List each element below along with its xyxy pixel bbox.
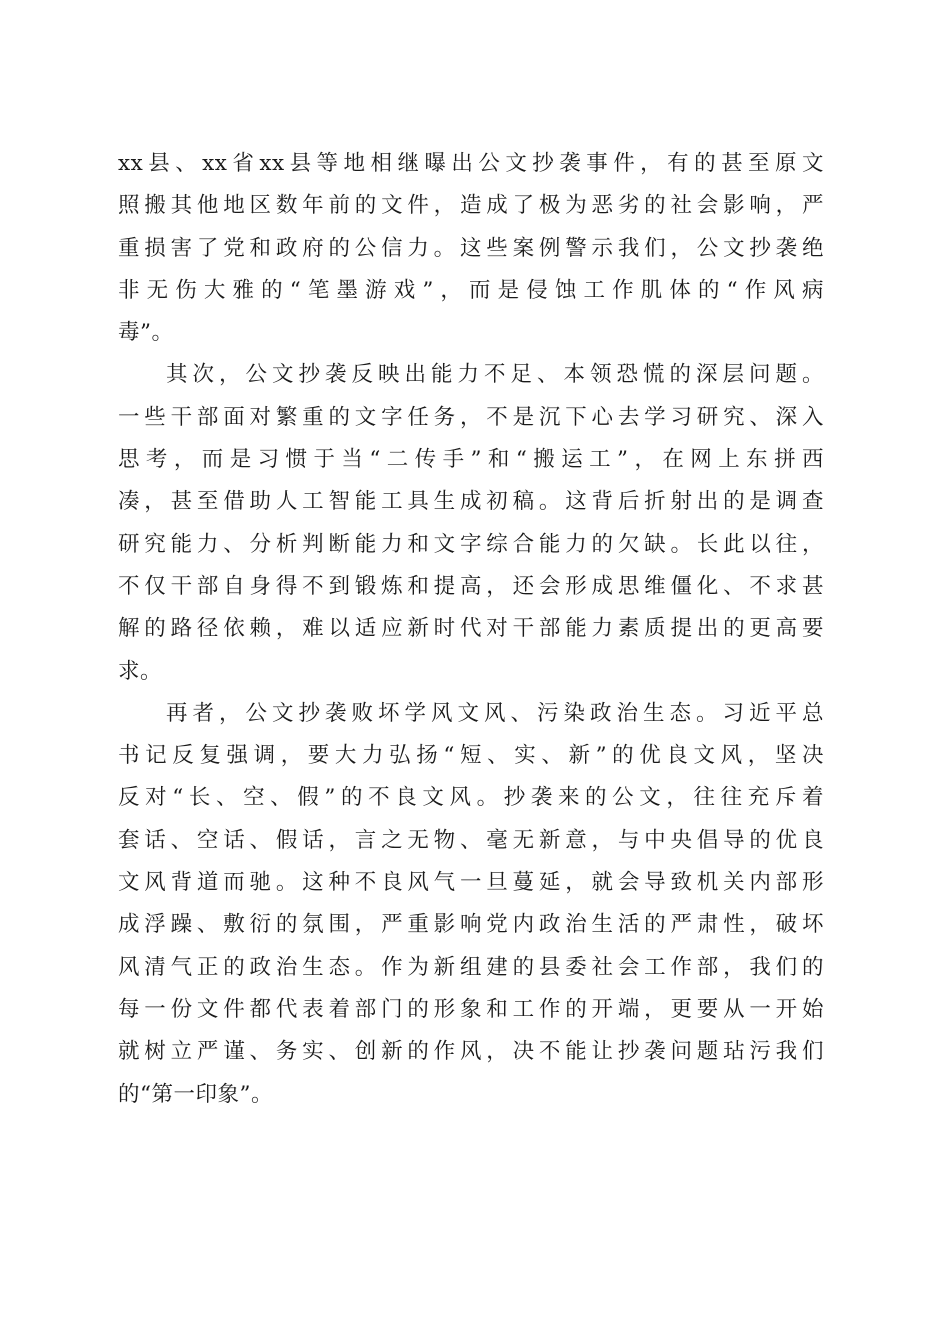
document-body: [118, 143, 824, 1116]
paragraph-3: [118, 693, 824, 1116]
text-line: 其次，公文抄袭反映出能力不足、本领恐慌的深层问题。: [166, 362, 824, 388]
text-line: 成浮躁、敷衍的氛围，严重影响党内政治生活的严肃性，破坏: [118, 912, 824, 938]
text-line: 照搬其他地区数年前的文件，造成了极为恶劣的社会影响，严: [118, 193, 824, 219]
text-line: 重损害了党和政府的公信力。这些案例警示我们，公文抄袭绝: [118, 235, 824, 261]
paragraph-2: [118, 354, 824, 692]
text-line: 的“第一印象”。: [118, 1081, 273, 1107]
text-line: 解的路径依赖，难以适应新时代对干部能力素质提出的更高要: [118, 616, 824, 642]
text-line: 再者，公文抄袭败坏学风文风、污染政治生态。习近平总: [166, 700, 824, 726]
text-line: 文风背道而驰。这种不良风气一旦蔓延，就会导致机关内部形: [118, 870, 824, 896]
paragraph-1-continued: [118, 143, 824, 354]
text-line: 风清气正的政治生态。作为新组建的县委社会工作部，我们的: [118, 954, 824, 980]
text-line: 套话、空话、假话，言之无物、毫无新意，与中央倡导的优良: [118, 827, 824, 853]
text-line: 书记反复强调，要大力弘扬“短、实、新”的优良文风，坚决: [118, 743, 824, 769]
text-line: 毒”。: [118, 320, 174, 346]
text-line: 凑，甚至借助人工智能工具生成初稿。这背后折射出的是调查: [118, 489, 824, 515]
text-line: 非无伤大雅的“笔墨游戏”，而是侵蚀工作肌体的“作风病: [118, 277, 824, 303]
text-line: 就树立严谨、务实、创新的作风，决不能让抄袭问题玷污我们: [118, 1039, 824, 1065]
text-line: 求。: [118, 658, 163, 684]
text-line: xx县、xx省xx县等地相继曝出公文抄袭事件，有的甚至原文: [118, 151, 824, 176]
text-line: 反对“长、空、假”的不良文风。抄袭来的公文，往往充斥着: [118, 785, 824, 811]
text-line: 思考，而是习惯于当“二传手”和“搬运工”，在网上东拼西: [118, 447, 824, 473]
text-line: 不仅干部自身得不到锻炼和提高，还会形成思维僵化、不求甚: [118, 573, 824, 599]
text-line: 研究能力、分析判断能力和文字综合能力的欠缺。长此以往，: [118, 531, 824, 557]
text-line: 一些干部面对繁重的文字任务，不是沉下心去学习研究、深入: [118, 404, 824, 430]
text-line: 每一份文件都代表着部门的形象和工作的开端，更要从一开始: [118, 996, 824, 1022]
